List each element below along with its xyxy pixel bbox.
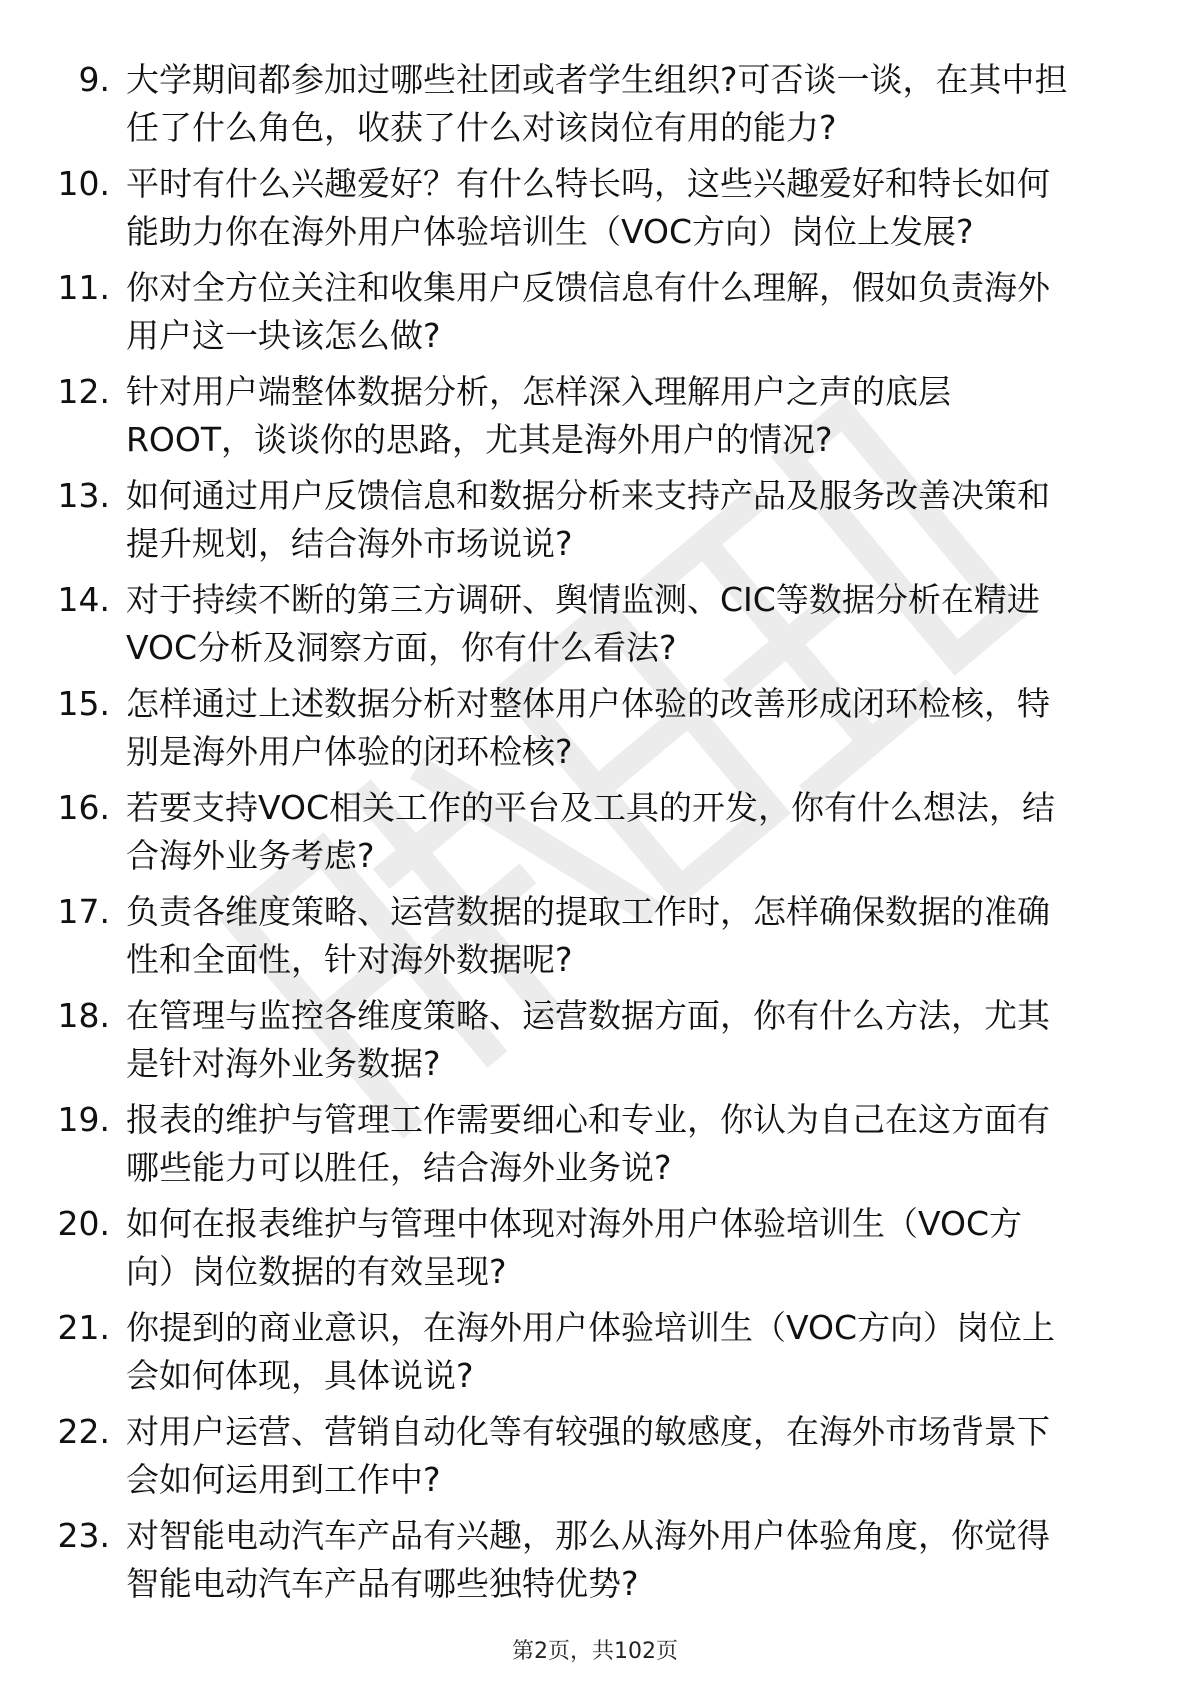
question-number: 10. xyxy=(57,164,110,203)
question-number: 9. xyxy=(78,60,110,99)
question-number: 16. xyxy=(57,788,110,827)
question-number: 14. xyxy=(57,580,110,619)
question-text: 大学期间都参加过哪些社团或者学生组织?可否谈一谈，在其中担 任了什么角色，收获了什么对该岗位有用的能力? xyxy=(126,60,1068,147)
question-text: 怎样通过上述数据分析对整体用户体验的改善形成闭环检核，特 别是海外用户体验的闭环检核? xyxy=(126,684,1050,771)
list-item xyxy=(0,876,1190,980)
question-text: 在管理与监控各维度策略、运营数据方面，你有什么方法，尤其 是针对海外业务数据? xyxy=(126,996,1050,1083)
question-number: 23. xyxy=(57,1516,110,1555)
list-item xyxy=(0,564,1190,668)
list-item xyxy=(0,1084,1190,1188)
question-text: 若要支持VOC相关工作的平台及工具的开发，你有什么想法，结 合海外业务考虑? xyxy=(126,788,1056,875)
question-text: 你提到的商业意识，在海外用户体验培训生（VOC方向）岗位上 会如何体现，具体说说? xyxy=(126,1308,1056,1395)
list-item xyxy=(0,356,1190,460)
question-number: 21. xyxy=(57,1308,110,1347)
list-item xyxy=(0,148,1190,252)
question-number: 20. xyxy=(57,1204,110,1243)
question-number: 22. xyxy=(57,1412,110,1451)
question-number: 11. xyxy=(57,268,110,307)
question-text: 你对全方位关注和收集用户反馈信息有什么理解，假如负责海外 用户这一块该怎么做? xyxy=(126,268,1050,355)
question-text: 平时有什么兴趣爱好？有什么特长吗，这些兴趣爱好和特长如何 能助力你在海外用户体验培训生（VOC方向）岗位上发展? xyxy=(126,164,1050,251)
question-text: 如何通过用户反馈信息和数据分析来支持产品及服务改善决策和 提升规划，结合海外市场说说? xyxy=(126,476,1050,563)
question-text: 如何在报表维护与管理中体现对海外用户体验培训生（VOC方 向）岗位数据的有效呈现? xyxy=(126,1204,1023,1291)
list-item xyxy=(0,460,1190,564)
list-item xyxy=(0,1500,1190,1604)
list-item xyxy=(0,252,1190,356)
question-number: 18. xyxy=(57,996,110,1035)
question-text: 对于持续不断的第三方调研、舆情监测、CIC等数据分析在精进 VOC分析及洞察方面，你有什么看法? xyxy=(126,580,1040,667)
question-text: 负责各维度策略、运营数据的提取工作时，怎样确保数据的准确 性和全面性，针对海外数据呢? xyxy=(126,892,1050,979)
page-footer: 第2页，共102页 xyxy=(512,1639,678,1664)
question-list xyxy=(0,44,1190,1604)
question-text: 针对用户端整体数据分析，怎样深入理解用户之声的底层 ROOT，谈谈你的思路，尤其是海外用户的情况? xyxy=(126,372,951,459)
question-text: 报表的维护与管理工作需要细心和专业，你认为自己在这方面有 哪些能力可以胜任，结合海外业务说? xyxy=(126,1100,1050,1187)
question-text: 对用户运营、营销自动化等有较强的敏感度，在海外市场背景下 会如何运用到工作中? xyxy=(126,1412,1050,1499)
question-number: 15. xyxy=(57,684,110,723)
question-number: 17. xyxy=(57,892,110,931)
list-item xyxy=(0,772,1190,876)
question-number: 13. xyxy=(57,476,110,515)
question-text: 对智能电动汽车产品有兴趣，那么从海外用户体验角度，你觉得 智能电动汽车产品有哪些独特优势? xyxy=(126,1516,1050,1603)
list-item xyxy=(0,1396,1190,1500)
list-item xyxy=(0,980,1190,1084)
list-item xyxy=(0,44,1190,148)
list-item xyxy=(0,1292,1190,1396)
question-number: 12. xyxy=(57,372,110,411)
list-item xyxy=(0,1188,1190,1292)
question-number: 19. xyxy=(57,1100,110,1139)
list-item xyxy=(0,668,1190,772)
